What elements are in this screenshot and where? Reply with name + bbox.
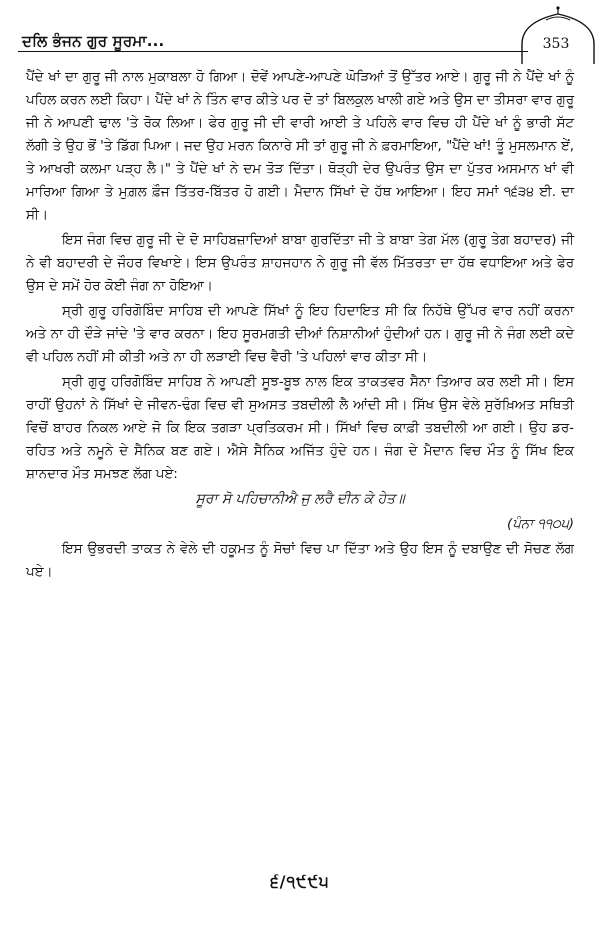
verse-quote: ਸੂਰਾ ਸੋ ਪਹਿਚਾਨੀਐ ਜੁ ਲਰੈ ਦੀਨ ਕੇ ਹੇਤ॥ <box>195 491 405 507</box>
header-rule <box>18 51 528 52</box>
paragraph: ਸ੍ਰੀ ਗੁਰੂ ਹਰਿਗੋਬਿੰਦ ਸਾਹਿਬ ਨੇ ਆਪਣੀ ਸੂਝ-ਬੂਝ ਨਾਲ ਇਕ ਤਾਕਤਵਰ ਸੈਨਾ ਤਿਆਰ ਕਰ ਲਈ ਸੀ। ਇਸ ਰਾਹੀਂ ਉਹਨਾਂ ਨੇ ਸਿੱਖਾਂ ਦੇ ਜੀਵਨ-ਢੰਗ ਵਿਚ ਵੀ ਸੁਅਸਤ ਤਬਦੀਲੀ ਲੈ ਆਂਦੀ ਸੀ। ਸਿੱਖ ਉਸ ਵੇਲੇ ਸੁਰੱਖ਼ਿਅਤ ਸਥਿਤੀ ਵਿਚੋਂ ਬਾਹਰ ਨਿਕਲ ਆਏ ਜੋ ਕਿ ਇਕ ਤਗੜਾ ਪ੍ਰਤਿਕਰਮ ਸੀ। ਸਿੱਖਾਂ ਵਿਚ ਕਾਫ਼ੀ ਤਬਦੀਲੀ ਆ ਗਈ। ਉਹ ਡਰ-ਰਹਿਤ ਅਤੇ ਨਮੂਨੇ ਦੇ ਸੈਨਿਕ ਬਣ ਗਏ। ਐਸੇ ਸੈਨਿਕ ਅਜਿੱਤ ਹੁੰਦੇ ਹਨ। ਜੰਗ ਦੇ ਮੈਦਾਨ ਵਿਚ ਮੌਤ ਨੂੰ ਸਿੱਖ ਇਕ ਸ਼ਾਨਦਾਰ ਮੌਤ ਸਮਝਣ ਲੱਗ ਪਏ: <box>26 375 574 482</box>
paragraph: ਇਸ ਜੰਗ ਵਿਚ ਗੁਰੂ ਜੀ ਦੇ ਦੋ ਸਾਹਿਬਜ਼ਾਦਿਆਂ ਬਾਬਾ ਗੁਰਦਿੱਤਾ ਜੀ ਤੇ ਬਾਬਾ ਤੇਗ ਮੱਲ (ਗੁਰੂ ਤੇਗ ਬਹਾਦਰ) ਜੀ ਨੇ ਵੀ ਬਹਾਦਰੀ ਦੇ ਜੌਹਰ ਵਿਖਾਏ। ਇਸ ਉਪਰੰਤ ਸ਼ਾਹਜਹਾਨ ਨੇ ਗੁਰੂ ਜੀ ਵੱਲ ਮਿੱਤਰਤਾ ਦਾ ਹੱਥ ਵਧਾਇਆ ਅਤੇ ਫੇਰ ਉਸ ਦੇ ਸਮੇਂ ਹੋਰ ਕੋਈ ਜੰਗ ਨਾ ਹੋਇਆ। <box>26 233 574 294</box>
running-head: ਦਲਿ ਭੰਜਨ ਗੁਰ ਸੂਰਮਾ... <box>22 32 165 50</box>
body-text <box>26 66 574 586</box>
paragraph: ਇਸ ਉਭਰਦੀ ਤਾਕਤ ਨੇ ਵੇਲੇ ਦੀ ਹਕੂਮਤ ਨੂੰ ਸੋਚਾਂ ਵਿਚ ਪਾ ਦਿੱਤਾ ਅਤੇ ਉਹ ਇਸ ਨੂੰ ਦਬਾਉਣ ਦੀ ਸੋਚਣ ਲੱਗ ਪਏ। <box>26 542 574 580</box>
printer-signature: ੬/੧੯੯੫ <box>270 872 330 891</box>
page-number: 353 <box>542 36 570 52</box>
paragraph: ਪੈਂਦੇ ਖਾਂ ਦਾ ਗੁਰੂ ਜੀ ਨਾਲ ਮੁਕਾਬਲਾ ਹੋ ਗਿਆ। ਦੋਵੇਂ ਆਪਣੇ-ਆਪਣੇ ਘੋੜਿਆਂ ਤੋਂ ਉੱਤਰ ਆਏ। ਗੁਰੂ ਜੀ ਨੇ ਪੈਂਦੇ ਖਾਂ ਨੂੰ ਪਹਿਲ ਕਰਨ ਲਈ ਕਿਹਾ। ਪੈਂਦੇ ਖਾਂ ਨੇ ਤਿੰਨ ਵਾਰ ਕੀਤੇ ਪਰ ਦੋ ਤਾਂ ਬਿਲਕੁਲ ਖਾਲੀ ਗਏ ਅਤੇ ਉਸ ਦਾ ਤੀਸਰਾ ਵਾਰ ਗੁਰੂ ਜੀ ਨੇ ਆਪਣੀ ਢਾਲ 'ਤੇ ਰੋਕ ਲਿਆ। ਫੇਰ ਗੁਰੂ ਜੀ ਦੀ ਵਾਰੀ ਆਈ ਤੇ ਪਹਿਲੇ ਵਾਰ ਵਿਚ ਹੀ ਪੈਂਦੇ ਖਾਂ ਨੂੰ ਭਾਰੀ ਸੱਟ ਲੱਗੀ ਤੇ ਉਹ ਭੋਂ 'ਤੇ ਡਿੱਗ ਪਿਆ। ਜਦ ਉਹ ਮਰਨ ਕਿਨਾਰੇ ਸੀ ਤਾਂ ਗੁਰੂ ਜੀ ਨੇ ਫ਼ਰਮਾਇਆ, "ਪੈਂਦੇ ਖਾਂ! ਤੂੰ ਮੁਸਲਮਾਨ ਏਂ, ਤੇ ਆਖਰੀ ਕਲਮਾ ਪੜ੍ਹ ਲੈ।" ਤੇ ਪੈਂਦੇ ਖਾਂ ਨੇ ਦਮ ਤੋੜ ਦਿੱਤਾ। ਥੋੜ੍ਹੀ ਦੇਰ ਉਪਰੰਤ ਉਸ ਦਾ ਪੁੱਤਰ ਅਸਮਾਨ ਖਾਂ ਵੀ ਮਾਰਿਆ ਗਿਆ ਤੇ ਮੁਗ਼ਲ ਫ਼ੌਜ ਤਿੱਤਰ-ਬਿੱਤਰ ਹੋ ਗਈ। ਮੈਦਾਨ ਸਿੱਖਾਂ ਦੇ ਹੱਥ ਆਇਆ। ਇਹ ਸਮਾਂ ੧੬੩੪ ਈ. ਦਾ ਸੀ। <box>26 70 574 223</box>
paragraph: ਸ੍ਰੀ ਗੁਰੂ ਹਰਿਗੋਬਿੰਦ ਸਾਹਿਬ ਦੀ ਆਪਣੇ ਸਿੱਖਾਂ ਨੂੰ ਇਹ ਹਿਦਾਇਤ ਸੀ ਕਿ ਨਿਹੱਥੇ ਉੱਪਰ ਵਾਰ ਨਹੀਂ ਕਰਨਾ ਅਤੇ ਨਾ ਹੀ ਦੌੜੇ ਜਾਂਦੇ 'ਤੇ ਵਾਰ ਕਰਨਾ। ਇਹ ਸੂਰਮਗਤੀ ਦੀਆਂ ਨਿਸ਼ਾਨੀਆਂ ਹੁੰਦੀਆਂ ਹਨ। ਗੁਰੂ ਜੀ ਨੇ ਜੰਗ ਲਈ ਕਦੇ ਵੀ ਪਹਿਲ ਨਹੀਂ ਸੀ ਕੀਤੀ ਅਤੇ ਨਾ ਹੀ ਲੜਾਈ ਵਿਚ ਵੈਰੀ 'ਤੇ ਪਹਿਲਾਂ ਵਾਰ ਕੀਤਾ ਸੀ। <box>26 304 574 365</box>
page-header <box>18 22 588 62</box>
verse-reference: (ਪੰਨਾ ੧੧੦੫) <box>507 517 574 532</box>
